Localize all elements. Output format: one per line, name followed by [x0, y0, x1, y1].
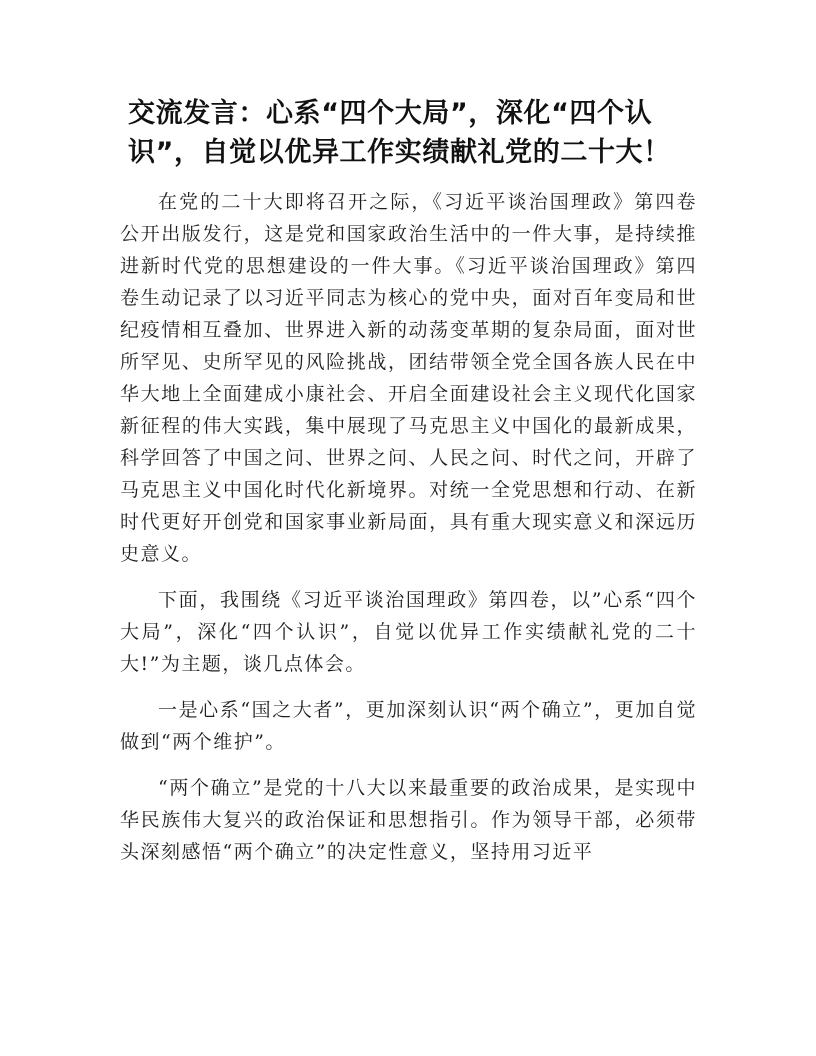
paragraph-intro: 在党的二十大即将召开之际，《习近平谈治国理政》第四卷公开出版发行，这是党和国家政治生活中的一件大事，是持续推进新时代党的思想建设的一件大事。《习近平谈治国理政》第四卷生动记录了以习近平同志为核心的党中央，面对百年变局和世纪疫情相互叠加、世界进入新的动荡变革期的复杂局面，面对世所罕见、史所罕见的风险挑战，团结带领全党全国各族人民在中华大地上全面建成小康社会、开启全面建设社会主义现代化国家新征程的伟大实践，集中展现了马克思主义中国化的最新成果，科学回答了中国之问、世界之问、人民之问、时代之问，开辟了马克思主义中国化时代化新境界。对统一全党思想和行动、在新时代更好开创党和国家事业新局面，具有重大现实意义和深远历史意义。 — [120, 191, 697, 565]
paragraph-theme: 下面，我围绕《习近平谈治国理政》第四卷，以”心系“四个大局”，深化“四个认识”，自觉以优异工作实绩献礼党的二十大!”为主题，谈几点体会。 — [120, 589, 697, 675]
document-body — [120, 186, 697, 882]
document-title: 交流发言：心系“四个大局”，深化“四个认识”，自觉以优异工作实绩献礼党的二十大！ — [128, 98, 671, 168]
paragraph-point-one: 一是心系“国之大者”，更加深刻认识“两个确立”，更加自觉做到“两个维护”。 — [120, 699, 697, 753]
paragraph-two-establishments: “两个确立”是党的十八大以来最重要的政治成果，是实现中华民族伟大复兴的政治保证和思想指引。作为领导干部，必须带头深刻感悟“两个确立”的决定性意义，坚持用习近平 — [120, 777, 697, 863]
